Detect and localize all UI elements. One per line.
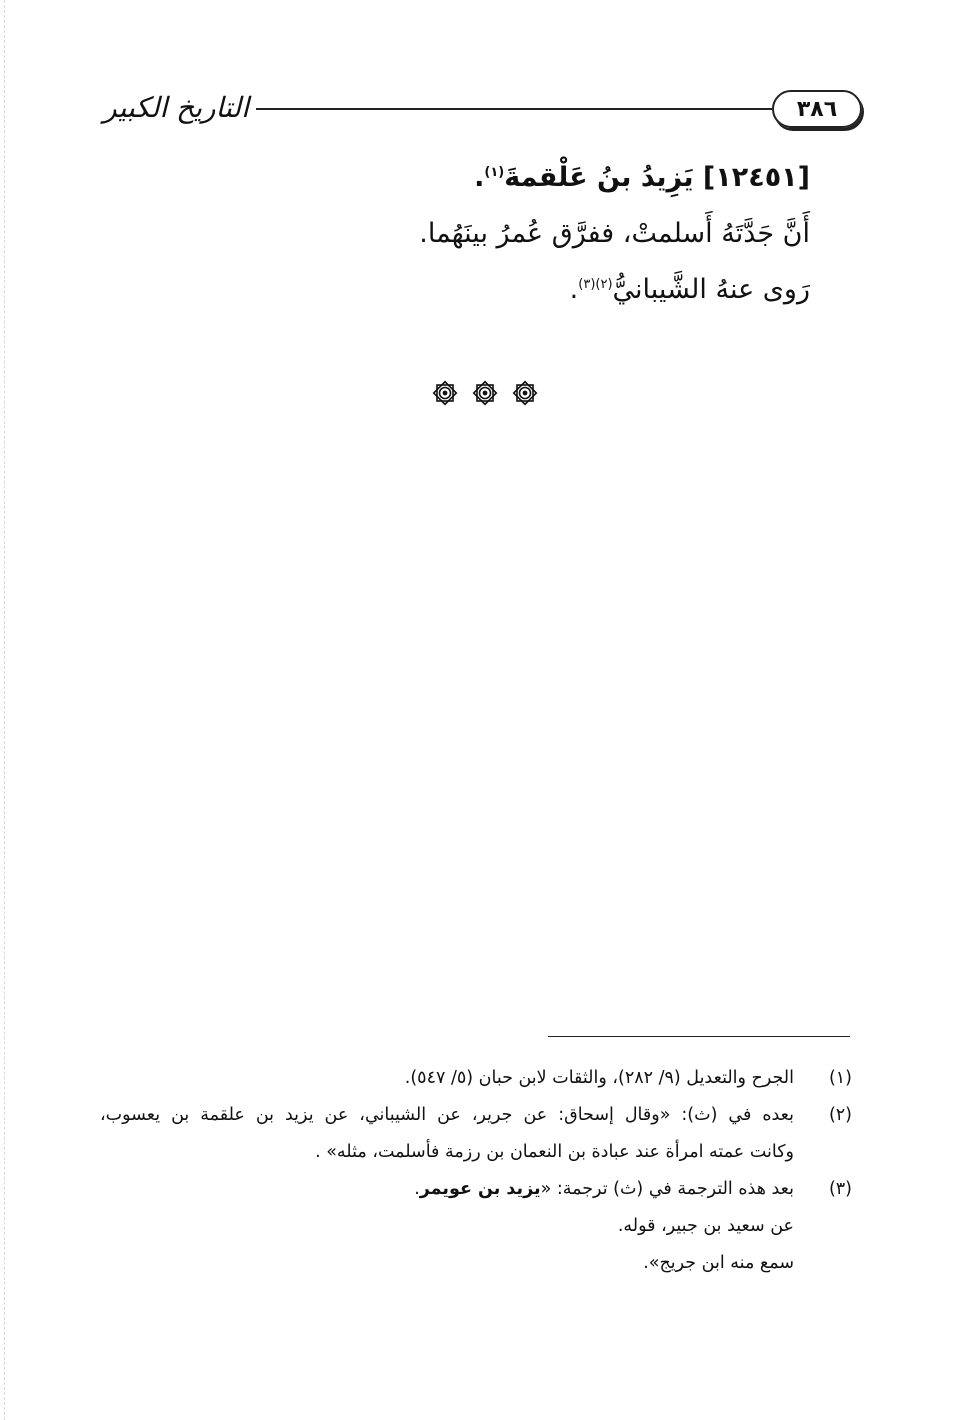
footnote-period: . (414, 1179, 420, 1199)
footnote-line: عن سعيد بن جبير، قوله. (617, 1216, 794, 1236)
footnote-line (100, 1171, 794, 1208)
footnote-text: بعد هذه الترجمة في (ث) ترجمة: « (540, 1179, 794, 1199)
entry-narrator-text: رَوى عنهُ الشَّيبانيُّ (612, 274, 810, 305)
book-title: التاريخ الكبير (103, 91, 249, 124)
footnote-number: (٣) (828, 1179, 852, 1199)
entry-number: [١٢٤٥١] (702, 162, 810, 193)
scan-edge (4, 0, 6, 1420)
ornament-icon (470, 378, 500, 408)
entry-heading-period: . (474, 162, 485, 193)
entry-text-line: أَنَّ جَدَّتَهُ أَسلمتْ، ففرَّق عُمرُ بينَهُما. (419, 218, 810, 249)
footnote-ref[interactable]: (١) (484, 165, 505, 180)
footnote-line: الجرح والتعديل (٩/ ٢٨٢)، والثقات لابن حبان (٥/ ٥٤٧). (404, 1068, 794, 1088)
entry-name: يَزِيدُ بنُ عَلْقمةَ (504, 162, 694, 193)
footnotes (100, 1060, 852, 1282)
footnote-body (100, 1171, 794, 1282)
footnote-1 (100, 1060, 852, 1097)
footnote-3 (100, 1171, 852, 1282)
entry-narrator-period: . (569, 274, 579, 305)
footnote-number: (٢) (828, 1105, 852, 1125)
footnote-number: (١) (828, 1068, 852, 1088)
ornament-icon (430, 378, 460, 408)
entry-heading (200, 150, 810, 206)
header-rule (256, 108, 772, 110)
footnote-ref[interactable]: (٢)(٣) (578, 277, 613, 292)
footnote-bold-name: يزيد بن عويمر (419, 1179, 541, 1199)
entry-block (200, 150, 810, 318)
entry-narrator-line (200, 262, 810, 318)
page-header (0, 86, 975, 136)
footnote-2 (100, 1097, 852, 1171)
footnote-separator (548, 1036, 850, 1037)
footnote-line: وكانت عمته امرأة عند عبادة بن النعمان بن رزمة فأسلمت، مثله» . (315, 1142, 794, 1162)
section-divider-ornaments (430, 376, 540, 410)
footnote-line: سمع منه ابن جريج». (643, 1253, 794, 1273)
footnote-line: بعده في (ث): «وقال إسحاق: عن جرير، عن الشيباني، عن يزيد بن علقمة بن يعسوب، (100, 1105, 794, 1125)
footnote-body (100, 1097, 794, 1171)
ornament-icon (510, 378, 540, 408)
footnote-body (100, 1060, 794, 1097)
page-number-badge: ٣٨٦ (772, 90, 862, 128)
